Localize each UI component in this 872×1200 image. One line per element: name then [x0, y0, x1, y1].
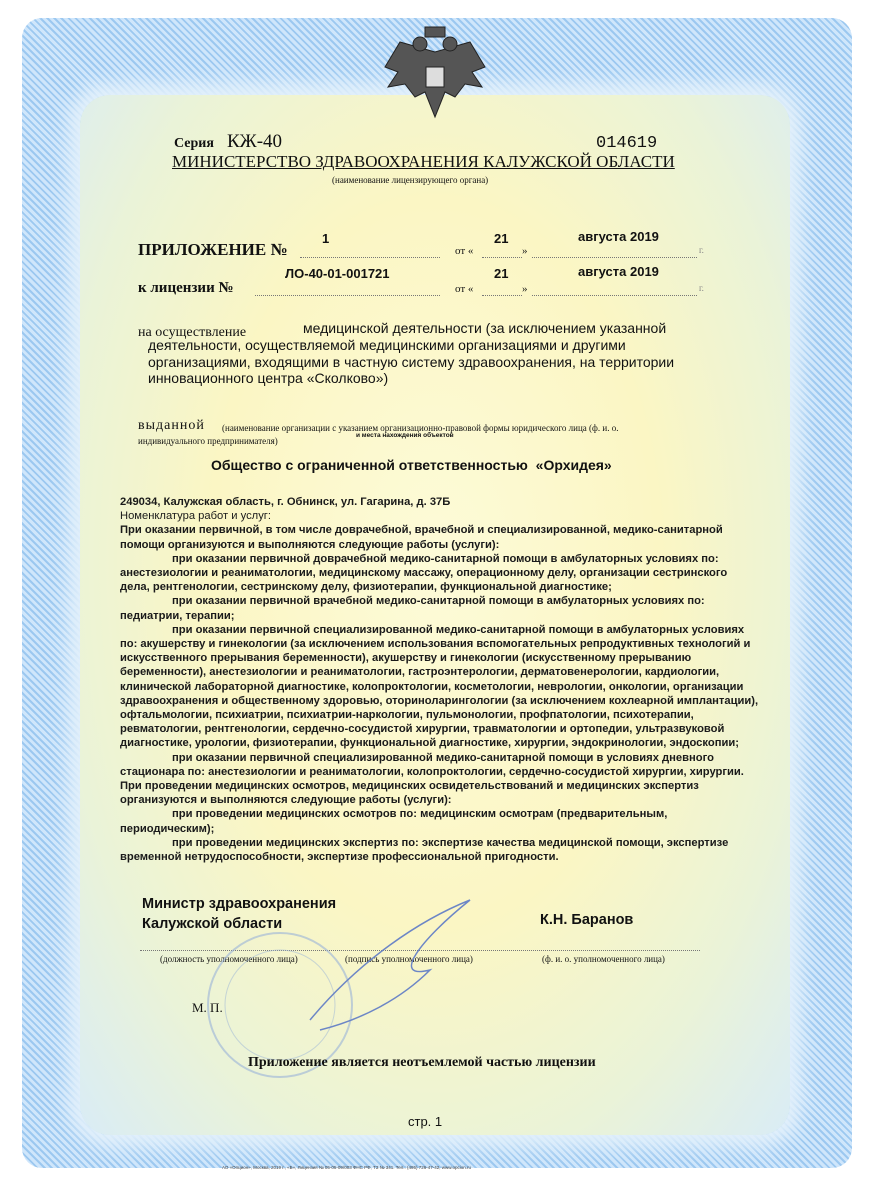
coat-of-arms-eagle-icon — [380, 22, 490, 127]
appendix-month-year: августа 2019 — [578, 229, 659, 244]
paragraph: При оказании первичной, в том числе доврачебной, врачебной и специализированной, медико-санитарной помощи организуются и выполняются следующие работы (услуги): — [120, 524, 723, 551]
license-month-year: августа 2019 — [578, 264, 659, 279]
appendix-note: Приложение является неотъемлемой частью лицензии — [248, 1055, 596, 1070]
license-day: 21 — [494, 266, 509, 281]
license-label: к лицензии № — [138, 280, 234, 296]
position-line1: Министр здравоохранения — [142, 896, 337, 912]
issued-caption-2: индивидуального предпринимателя) — [138, 436, 278, 446]
form-number: 014619 — [596, 134, 658, 153]
position-line2: Калужской области — [142, 916, 283, 932]
places-caption: и места нахождения объектов — [356, 432, 454, 439]
issued-caption: (наименование организации с указанием организационно-правовой формы юридического лица (ф. и. о. — [222, 423, 619, 433]
activity-label: на осуществление — [138, 325, 247, 340]
position-caption: (должность уполномоченного лица) — [160, 954, 298, 964]
organization-name: Общество с ограниченной ответственностью «Орхидея» — [211, 457, 612, 473]
paragraph: при оказании первичной специализированной медико-санитарной помощи в условиях дневного стационара по: анестезиологии и реаниматологии, колопроктологии, сердечно-сосудистой хирургии, хирургии. — [120, 751, 744, 778]
seal-place-label: М. П. — [192, 1000, 223, 1015]
printer-info: АО «Опцион», Москва, 2019 г., «Б», Лицензия № 05-05-09/003 ФНС РФ, ТЗ № 341. Тел.: (495) 726-47-42, www.opcion.ru — [222, 1165, 472, 1170]
series-label: Серия — [174, 136, 214, 151]
license-number: ЛО-40-01-001721 — [285, 266, 390, 281]
appendix-number: 1 — [322, 231, 330, 246]
page-number: стр. 1 — [408, 1114, 443, 1129]
paragraph: при оказании первичной врачебной медико-санитарной помощи в амбулаторных условиях по: педиатрии, терапии; — [120, 595, 705, 622]
signature-icon — [300, 880, 500, 1040]
nomenclature-heading: Номенклатура работ и услуг: — [120, 510, 271, 523]
year-suffix: г. — [699, 283, 704, 293]
paragraph: при проведении медицинских экспертиз по: экспертизе качества медицинской помощи, экспертизе временной нетрудоспособности, экспертизе профессиональной пригодности. — [120, 836, 729, 864]
quote: » — [522, 283, 528, 295]
name-caption: (ф. и. о. уполномоченного лица) — [542, 954, 665, 964]
paragraph: При проведении медицинских осмотров, медицинских освидетельствований и медицинских экспертиз организуются и выполняются следующие работы (услуги): — [120, 780, 699, 807]
paragraph: при оказании первичной специализированной медико-санитарной помощи в амбулаторных условиях по: акушерству и гинекологии (за исключением использования вспомогательных репродуктивных технологий и искусственного прерывания беременности), акушерству и гинекологии (искусственному прерыванию беременности), анестезиологии и реаниматологии, гастроэнтерологии, дерматовенерологии, кардиологии, клинической лабораторной диагностике, колопроктологии, косметологии, неврологии, онкологии, организации здравоохранения и общественному здоровью, оториноларингологии (за исключением кохлеарной имплантации), офтальмологии, психиатрии, психиатрии-наркологии, пульмонологии, профпатологии, психотерапии, ревматологии, рентгенологии, сердечно-сосудистой хирургии, травматологии и ортопедии, ультразвуковой диагностике, урологии, физиотерапии, функциональной диагностике, хирургии, эндокринологии, эндоскопии; — [120, 623, 759, 750]
appendix-label: ПРИЛОЖЕНИЕ № — [138, 240, 288, 259]
activity-line1: медицинской деятельности (за исключением указанной — [303, 320, 667, 336]
paragraph: при проведении медицинских осмотров по: медицинским осмотрам (предварительным, периодическим); — [120, 808, 668, 835]
services-list — [120, 495, 760, 864]
activity-text: деятельности, осуществляемой медицинскими организациями и другими организациями, входящими в частную систему здравоохранения, на территории инновационного центра «Сколково») — [148, 337, 675, 386]
authority-caption: (наименование лицензирующего органа) — [332, 175, 489, 185]
appendix-day: 21 — [494, 231, 509, 246]
licensing-authority: МИНИСТЕРСТВО ЗДРАВООХРАНЕНИЯ КАЛУЖСКОЙ ОБЛАСТИ — [172, 152, 675, 171]
from-label: от « — [455, 245, 474, 257]
quote: » — [522, 245, 528, 257]
series-value: КЖ-40 — [227, 131, 283, 152]
paragraph: при оказании первичной доврачебной медико-санитарной помощи в амбулаторных условиях по: анестезиологии и реаниматологии, медицинскому массажу, операционному делу, организации сестринского дела, рентгенологии, сестринскому делу, физиотерапии, функциональной диагностике; — [120, 552, 728, 594]
signature-caption: (подпись уполномоченного лица) — [345, 954, 473, 964]
signatory-name: К.Н. Баранов — [540, 912, 634, 928]
from-label: от « — [455, 283, 474, 295]
issued-label: выданной — [138, 418, 205, 433]
address: 249034, Калужская область, г. Обнинск, ул. Гагарина, д. 37Б — [120, 496, 451, 508]
year-suffix: г. — [699, 245, 704, 255]
